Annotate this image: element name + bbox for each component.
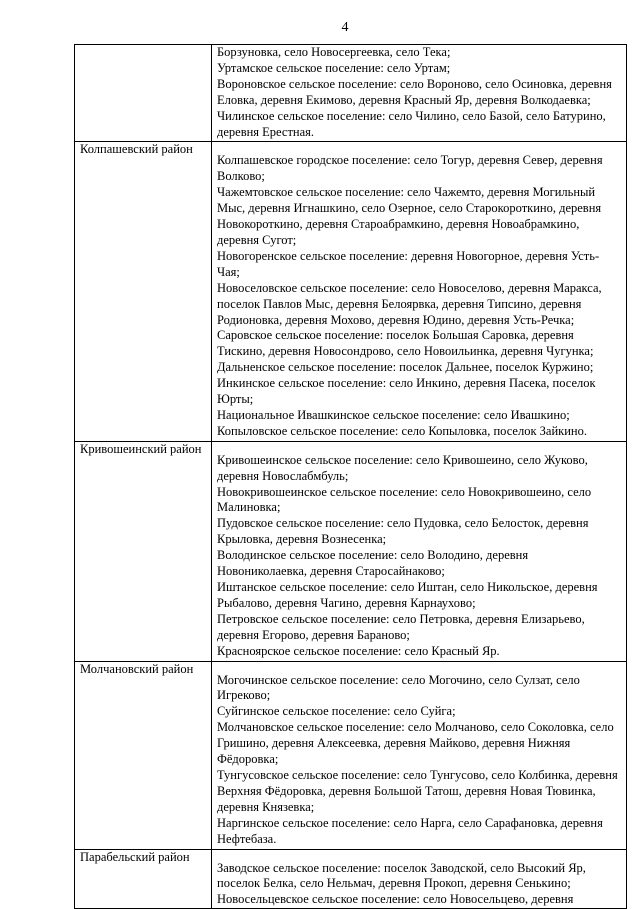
- settlement-entry: Могочинское сельское поселение: село Могочино, село Сулзат, село Игреково;: [217, 672, 580, 703]
- settlement-entry: Инкинское сельское поселение: село Инкино, деревня Пасека, поселок Юрты;: [217, 376, 596, 407]
- district-name: Молчановский район: [75, 661, 212, 849]
- settlement-entry: Национальное Ивашкинское сельское поселение: село Ивашкино;: [217, 407, 570, 422]
- settlement-entry: Молчановское сельское поселение: село Молчаново, село Соколовка, село Гришино, деревня Алексеевка, деревня Майково, деревня Нижняя Фёдоровка;: [217, 720, 614, 767]
- settlement-entry: Дальненское сельское поселение: поселок Дальнее, поселок Куржино;: [217, 360, 594, 375]
- table-row: [75, 849, 627, 909]
- settlement-entry: Суйгинское сельское поселение: село Суйга;: [217, 704, 456, 719]
- settlement-entry: Новосельцевское сельское поселение: село Новосельцево, деревня: [217, 892, 574, 907]
- settlement-entry: Пудовское сельское поселение: село Пудовка, село Белосток, деревня Крыловка, деревня Вознесенка;: [217, 516, 589, 547]
- settlement-list: [212, 661, 627, 849]
- district-name: [75, 45, 212, 142]
- settlement-entry: Заводское сельское поселение: поселок Заводской, село Высокий Яр, поселок Белка, село Нельмач, деревня Прокоп, деревня Сенькино;: [217, 860, 586, 891]
- settlement-list: [212, 441, 627, 661]
- settlement-list: [212, 45, 627, 142]
- district-name: Колпашевский район: [75, 142, 212, 441]
- settlement-entry: Борзуновка, село Новосергеевка, село Тека;: [217, 45, 451, 59]
- settlement-list: [212, 142, 627, 441]
- table-row: [75, 142, 627, 441]
- table-row: [75, 661, 627, 849]
- settlement-entry: Новогоренское сельское поселение: деревня Новогорное, деревня Усть-Чая;: [217, 248, 600, 279]
- settlement-entry: Красноярское сельское поселение: село Красный Яр.: [217, 643, 500, 658]
- settlement-entry: Тунгусовское сельское поселение: село Тунгусово, село Колбинка, деревня Верхняя Фёдоровка, деревня Большой Татош, деревня Новая Тювинка, деревня Князевка;: [217, 767, 618, 814]
- settlement-entry: Кривошеинское сельское поселение: село Кривошеино, село Жуково, деревня Новослабмбуль;: [217, 452, 588, 483]
- settlement-entry: Чилинское сельское поселение: село Чилино, село Базой, село Батурино, деревня Ерестная.: [217, 108, 606, 139]
- settlement-entry: Вороновское сельское поселение: село Вороново, село Осиновка, деревня Еловка, деревня Екимово, деревня Красный Яр, деревня Волкодаевка;: [217, 76, 612, 107]
- settlement-entry: Новокривошеинское сельское поселение: село Новокривошеино, село Малиновка;: [217, 484, 592, 515]
- settlement-entry: Колпашевское городское поселение: село Тогур, деревня Север, деревня Волково;: [217, 153, 603, 184]
- table-row: [75, 441, 627, 661]
- table-row: [75, 45, 627, 142]
- settlements-table: [74, 44, 627, 909]
- settlement-list: [212, 849, 627, 909]
- settlement-entry: Наргинское сельское поселение: село Нарга, село Сарафановка, деревня Нефтебаза.: [217, 815, 603, 846]
- settlement-entry: Уртамское сельское поселение: село Уртам;: [217, 60, 451, 75]
- settlement-entry: Копыловское сельское поселение: село Копыловка, поселок Зайкино.: [217, 423, 587, 438]
- district-name: Парабельский район: [75, 849, 212, 909]
- settlement-entry: Саровское сельское поселение: поселок Большая Саровка, деревня Тискино, деревня Новосондрово, село Новоильинка, деревня Чугунка;: [217, 328, 594, 359]
- settlement-entry: Иштанское сельское поселение: село Иштан, село Никольское, деревня Рыбалово, деревня Чагино, деревня Карнаухово;: [217, 580, 598, 610]
- page-number: 4: [341, 20, 349, 35]
- settlement-entry: Новоселовское сельское поселение: село Новоселово, деревня Маракса, поселок Павлов Мыс, деревня Белоярвка, деревня Типсино, деревня Родионовка, деревня Мохово, деревня Юдино, деревня Усть-Речка;: [217, 280, 602, 327]
- settlement-entry: Петровское сельское поселение: село Петровка, деревня Елизарьево, деревня Егорово, деревня Бараново;: [217, 611, 585, 642]
- settlement-entry: Володинское сельское поселение: село Володино, деревня Новониколаевка, деревня Старосайнаково;: [217, 548, 529, 579]
- district-name: Кривошеинский район: [75, 441, 212, 661]
- settlement-entry: Чажемтовское сельское поселение: село Чажемто, деревня Могильный Мыс, деревня Игнашкино, село Озерное, село Старокороткино, деревня Новокороткино, деревня Староабрамкино, деревня Новоабрамкино, деревня Сугот;: [217, 185, 602, 247]
